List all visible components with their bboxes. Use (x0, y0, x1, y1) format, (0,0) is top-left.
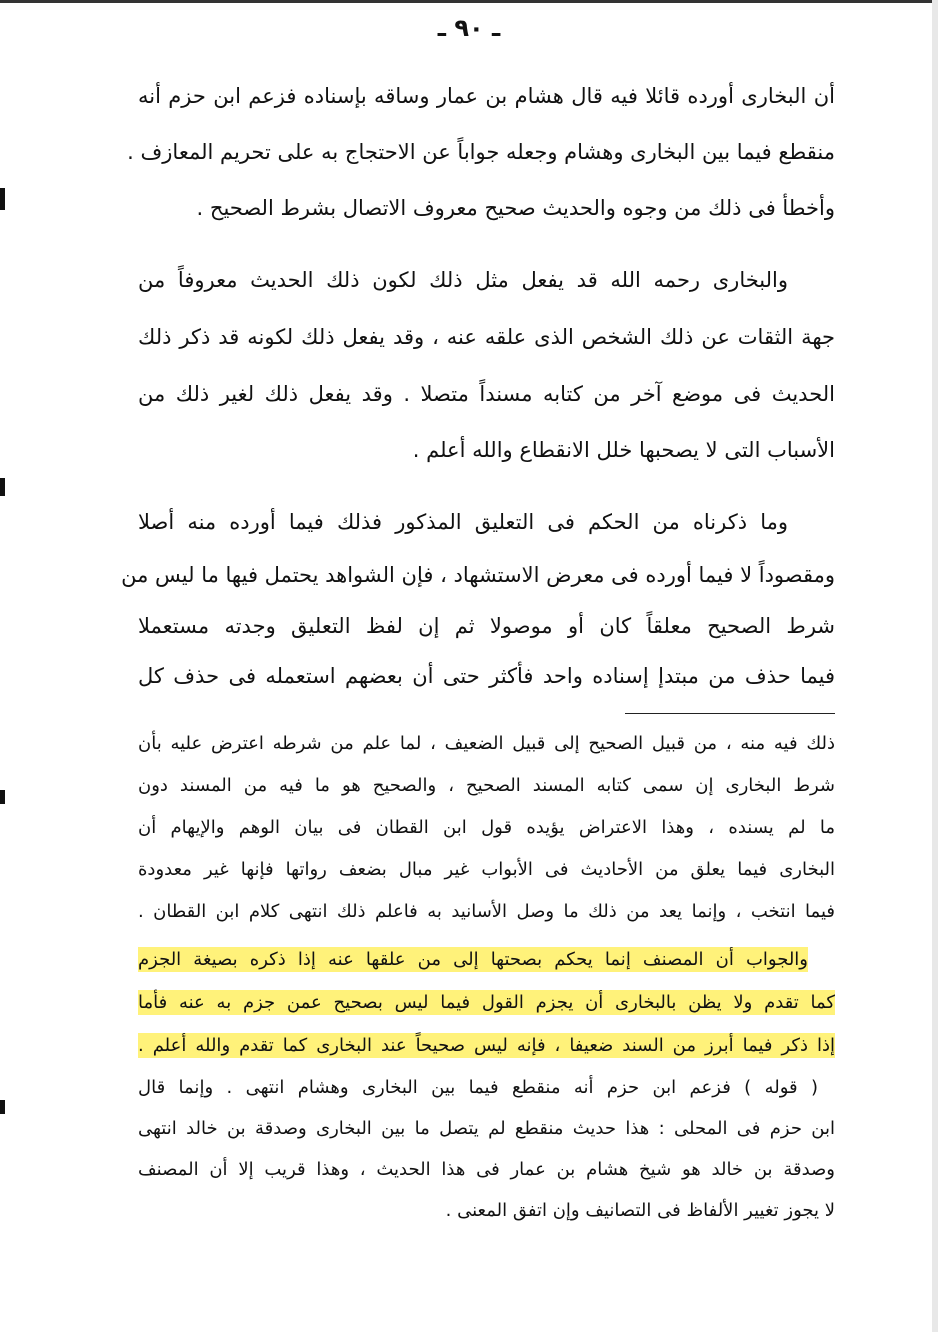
highlighted-footnote-line (138, 1035, 835, 1056)
footnote-line: وصدقة بن خالد هو شيخ هشام بن عمار فى هذا الحديث ، وهذا قريب إلا أن المصنف (138, 1159, 835, 1180)
binding-mark (0, 790, 5, 804)
highlighted-footnote-line (138, 992, 835, 1013)
footnote-line: البخارى فيما يعلق من الأحاديث فى الأبواب غير مبال بضعف رواتها فإنها غير معدودة (138, 859, 835, 880)
text-line: الحديث فى موضع آخر من كتابه مسنداً متصلا . وقد يفعل ذلك لغير ذلك من (138, 382, 835, 406)
text-line: وما ذكرناه من الحكم فى التعليق المذكور فذلك فيما أورده منه أصلا (138, 510, 788, 534)
highlight: إذا ذكر فيما أبرز من السند ضعيفا ، فإنه ليس صحيحاً عند البخارى كما تقدم والله أعلم . (138, 1035, 835, 1056)
highlight: كما تقدم ولا يظن بالبخارى أن يجزم القول فيما ليس بصحيح عمن جزم به عنه فأما (138, 992, 835, 1013)
scan-right-edge (932, 0, 938, 1332)
footnote-separator (625, 713, 835, 714)
text-line: الأسباب التى لا يصحبها خلل الانقطاع والله أعلم . (412, 438, 835, 462)
binding-mark (0, 478, 5, 496)
scan-top-border (0, 0, 938, 3)
text-line: شرط الصحيح معلقاً كان أو موصولا ثم إن لفظ التعليق وجدته مستعملا (138, 614, 835, 638)
text-line: منقطع فيما بين البخارى وهشام وجعله جواباً عن الاحتجاج به على تحريم المعازف . (127, 140, 835, 164)
highlighted-footnote-line (138, 949, 808, 970)
footnote-line: فيما انتخب ، وإنما يعد من ذلك ما وصل الأسانيد به فاعلم ذلك انتهى كلام ابن القطان . (138, 901, 835, 922)
footnote-line: شرط البخارى إن سمى كتابه المسند الصحيح ، والصحيح هو ما فيه من المسند دون (138, 775, 835, 796)
highlight: والجواب أن المصنف إنما يحكم بصحتها إلى من علقها عنه إذا ذكره بصيغة الجزم (138, 949, 808, 970)
text-line: أن البخارى أورده قائلا فيه قال هشام بن عمار وساقه بإسناده فزعم ابن حزم أنه (138, 84, 835, 108)
binding-mark (0, 1100, 5, 1114)
footnote-line: لا يجوز تغيير الألفاظ فى التصانيف وإن اتفق المعنى . (445, 1200, 835, 1221)
text-line: فيما حذف من مبتدإ إسناده واحد فأكثر حتى أن بعضهم استعمله فى حذف كل (138, 664, 835, 688)
text-line: وأخطأ فى ذلك من وجوه والحديث صحيح معروف الاتصال بشرط الصحيح . (196, 196, 835, 220)
text-line: والبخارى رحمه الله قد يفعل مثل ذلك لكون ذلك الحديث معروفاً من (138, 268, 788, 292)
text-line: ومقصوداً لا فيما أورده فى معرض الاستشهاد ، فإن الشواهد يحتمل فيها ما ليس من (121, 563, 835, 587)
footnote-line: ( قوله ) فزعم ابن حزم أنه منقطع فيما بين البخارى وهشام انتهى . وإنما قال (138, 1077, 818, 1098)
footnote-line: ابن حزم فى المحلى : هذا حديث منقطع لم يتصل ما بين البخارى وصدقة بن خالد انتهى (138, 1118, 835, 1139)
text-line: جهة الثقات عن ذلك الشخص الذى علقه عنه ، وقد يفعل ذلك لكونه قد ذكر ذلك (138, 325, 835, 349)
binding-mark (0, 188, 5, 210)
footnote-line: ذلك فيه منه ، من قبيل الصحيح إلى قبيل الضعيف ، لما علم من شرطه اعترض عليه بأن (138, 733, 835, 754)
footnote-line: ما لم يسنده ، وهذا الاعتراض يؤيده قول ابن القطان فى بيان الوهم والإيهام أن (138, 817, 835, 838)
page-number: ـ ٩٠ ـ (437, 14, 501, 42)
